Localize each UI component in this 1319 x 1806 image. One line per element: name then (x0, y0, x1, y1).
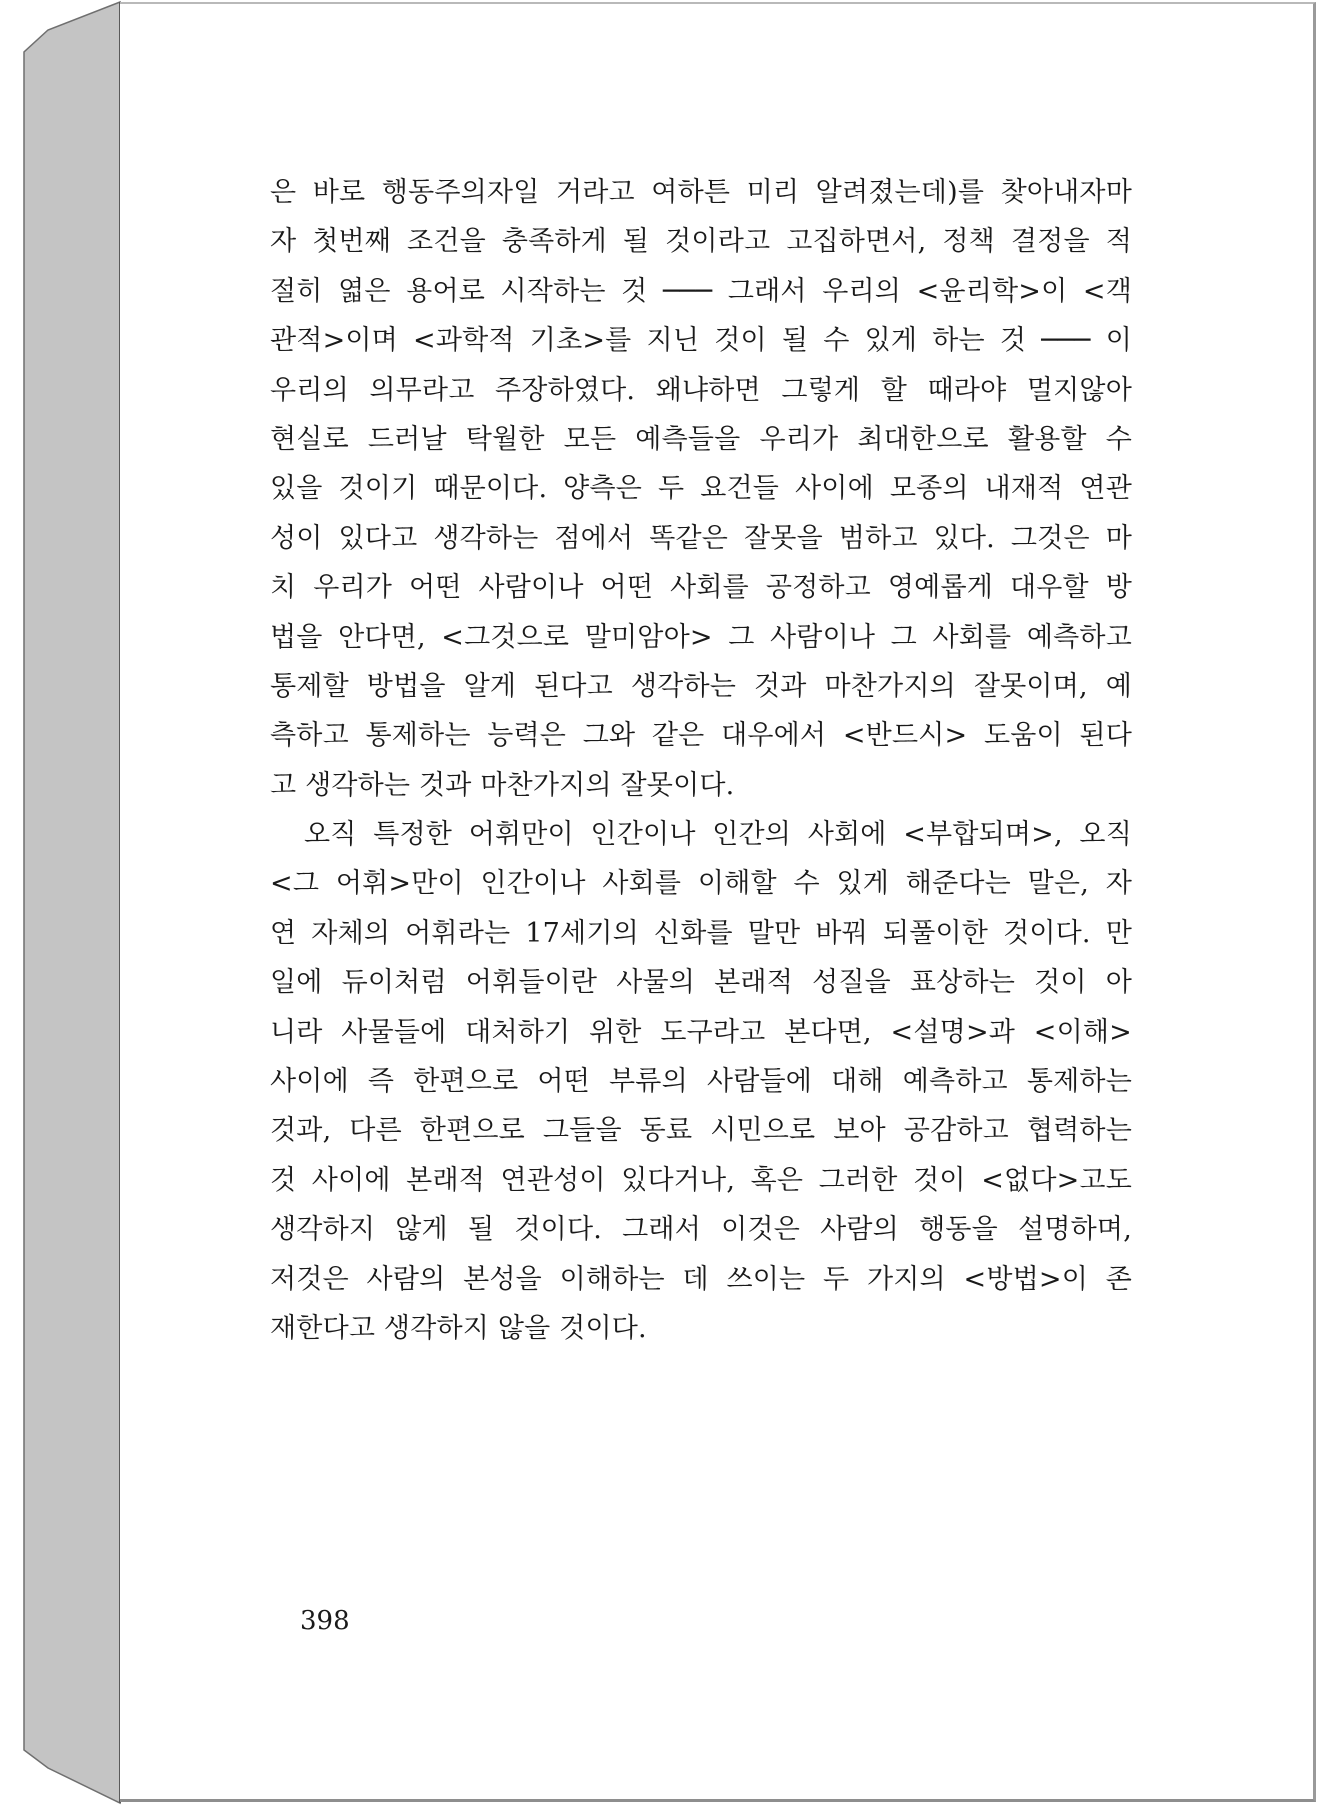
text-line: 있을 것이기 때문이다. 양측은 두 요건들 사이에 모종의 내재적 연관 (270, 473, 1132, 505)
text-line: 연 자체의 어휘라는 17세기의 신화를 말만 바꿔 되풀이한 것이다. 만 (270, 917, 1132, 949)
text-line: 치 우리가 어떤 사람이나 어떤 사회를 공정하고 영예롭게 대우할 방 (270, 572, 1132, 604)
text-line: 니라 사물들에 대처하기 위한 도구라고 본다면, <설명>과 <이해> (270, 1016, 1132, 1048)
text-line: 재한다고 생각하지 않을 것이다. (270, 1312, 647, 1344)
text-line: 관적>이며 <과학적 기초>를 지닌 것이 될 수 있게 하는 것 ─── 이 (270, 325, 1132, 357)
text-line: <그 어휘>만이 인간이나 사회를 이해할 수 있게 해준다는 말은, 자 (270, 868, 1132, 900)
text-line: 저것은 사람의 본성을 이해하는 데 쓰이는 두 가지의 <방법>이 존 (270, 1263, 1132, 1295)
text-line: 우리의 의무라고 주장하였다. 왜냐하면 그렇게 할 때라야 멀지않아 (270, 374, 1132, 406)
body-text (270, 168, 1132, 1353)
text-line: 현실로 드러날 탁월한 모든 예측들을 우리가 최대한으로 활용할 수 (270, 423, 1132, 455)
text-line: 사이에 즉 한편으로 어떤 부류의 사람들에 대해 예측하고 통제하는 (270, 1066, 1132, 1098)
text-line: 성이 있다고 생각하는 점에서 똑같은 잘못을 범하고 있다. 그것은 마 (270, 522, 1132, 554)
page-number: 398 (300, 1606, 350, 1636)
text-line: 측하고 통제하는 능력은 그와 같은 대우에서 <반드시> 도움이 된다 (270, 720, 1132, 752)
text-line: 일에 듀이처럼 어휘들이란 사물의 본래적 성질을 표상하는 것이 아 (270, 967, 1132, 999)
text-line: 고 생각하는 것과 마찬가지의 잘못이다. (270, 769, 735, 801)
text-line: 것 사이에 본래적 연관성이 있다거나, 혹은 그러한 것이 <없다>고도 (270, 1164, 1132, 1196)
text-line: 것과, 다른 한편으로 그들을 동료 시민으로 보아 공감하고 협력하는 (270, 1115, 1132, 1147)
text-line: 절히 엷은 용어로 시작하는 것 ─── 그래서 우리의 <윤리학>이 <객 (270, 275, 1132, 307)
text-line: 자 첫번째 조건을 충족하게 될 것이라고 고집하면서, 정책 결정을 적 (270, 226, 1132, 258)
text-line: 법을 안다면, <그것으로 말미암아> 그 사람이나 그 사회를 예측하고 (270, 621, 1132, 653)
text-line-paragraph-start: 오직 특정한 어휘만이 인간이나 인간의 사회에 <부합되며>, 오직 (304, 819, 1132, 851)
text-line: 은 바로 행동주의자일 거라고 여하튼 미리 알려졌는데)를 찾아내자마 (270, 177, 1132, 208)
book-spine (0, 0, 122, 1806)
text-line: 통제할 방법을 알게 된다고 생각하는 것과 마찬가지의 잘못이며, 예 (270, 670, 1132, 702)
text-line: 생각하지 않게 될 것이다. 그래서 이것은 사람의 행동을 설명하며, (270, 1214, 1132, 1246)
